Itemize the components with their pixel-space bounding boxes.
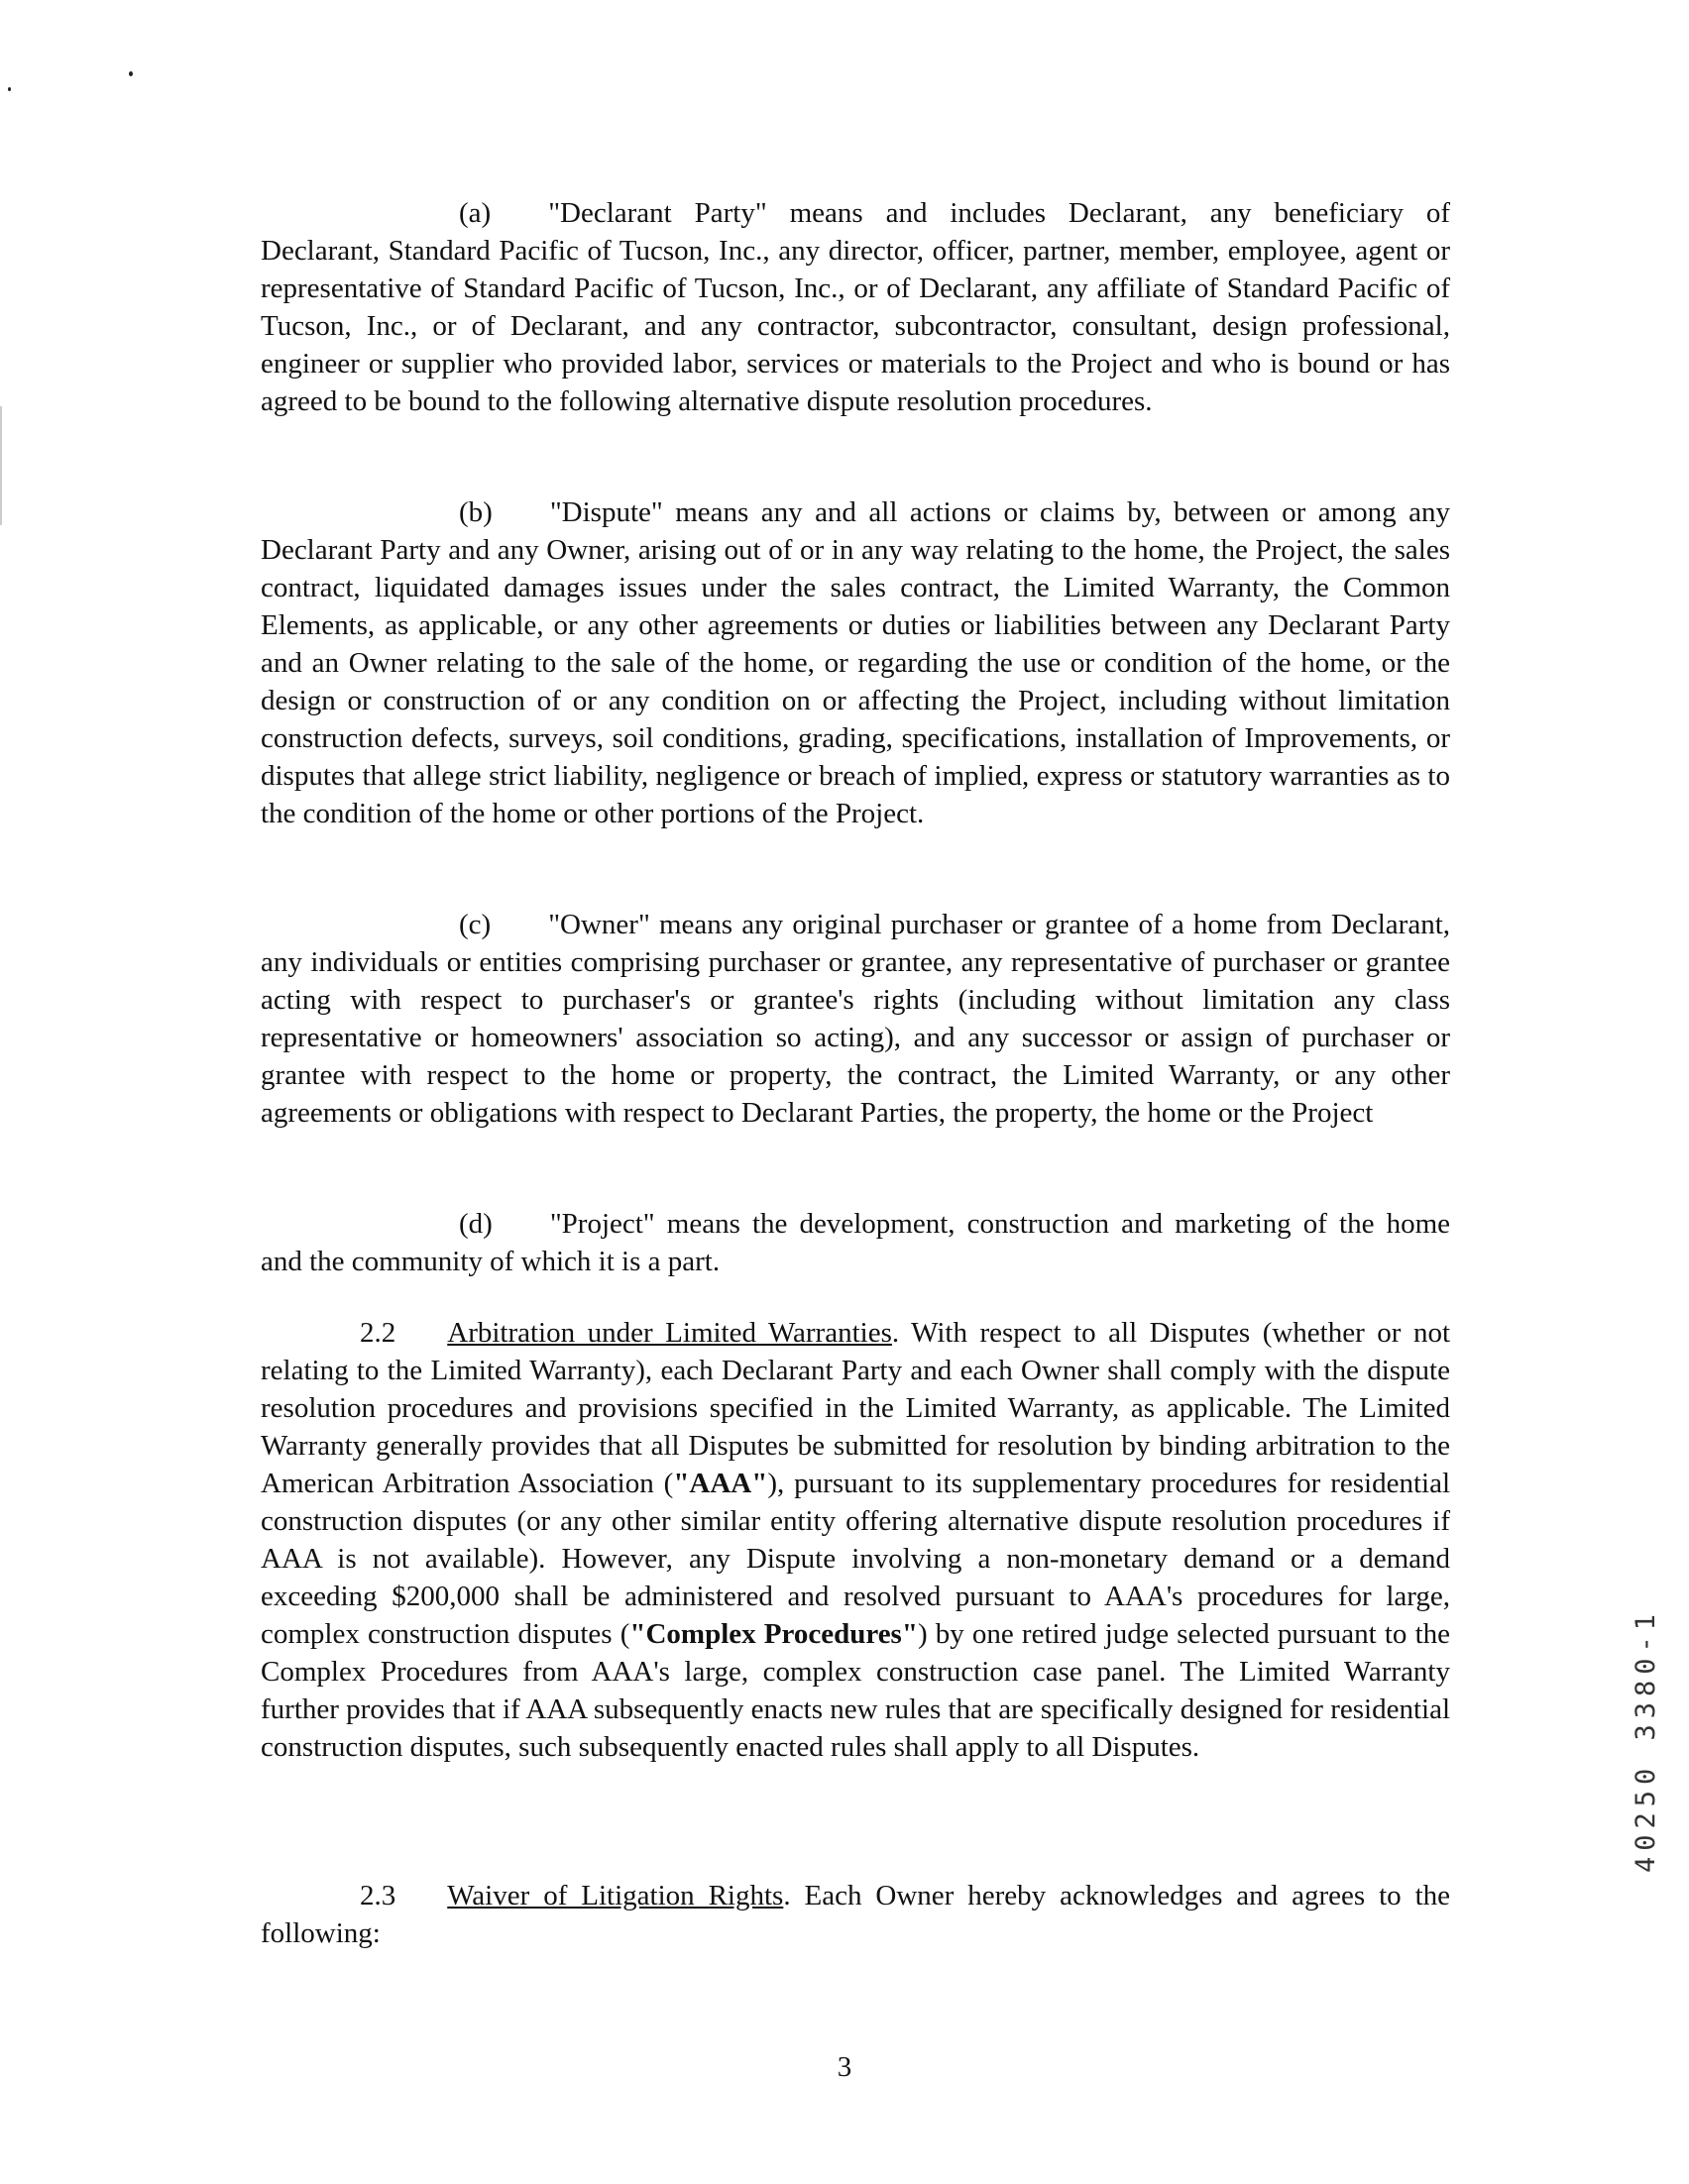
section-text: ), pursuant to its supplementary procedures for residential construction disputes (or any other similar entity offering alternative dispute resolution procedures if AAA is not available). However, any Dispute involving a non-monetary demand or a demand exceeding $200,000 shall be administered and resolved pursuant to AAA's procedures for large, complex construction disputes ( [261, 1468, 1451, 1650]
definition-text: means the development, construction and marketing of the home and the community of which it is a part. [261, 1208, 1450, 1277]
side-stamp [1601, 1585, 1661, 1873]
page-number: 3 [837, 2051, 852, 2083]
definition-label: (d) [459, 1208, 493, 1240]
section-heading: Arbitration under Limited Warranties [447, 1317, 892, 1349]
definition-text: means and includes Declarant, any beneficiary of Declarant, Standard Pacific of Tucson, Inc., any director, officer, partner, member, employee, agent or representative of Standard Pacific of Tucson, Inc., or of Declarant, any affiliate of Standard Pacific of Tucson, Inc., or of Declarant, and any contractor, subcontractor, consultant, design professional, engineer or supplier who provided labor, services or materials to the Project and who is bound or has agreed to be bound to the following alternative dispute resolution procedures. [261, 197, 1451, 417]
definition-dispute [261, 493, 1450, 832]
section-text: ) by one retired judge selected pursuant to the Complex Procedures from AAA's large, complex construction case panel. The Limited Warranty further provides that if AAA subsequently enacts new rules that are specifically designed for residential construction disputes, such subsequently enacted rules shall apply to all Disputes. [261, 1618, 1450, 1763]
side-stamp-text: 40250 3380-1 [1631, 1607, 1661, 1873]
definition-label: (a) [459, 197, 492, 229]
definition-term: "Project" [549, 1208, 655, 1240]
bold-term-complex-procedures: "Complex Procedures" [629, 1618, 918, 1650]
definition-owner [261, 906, 1450, 1132]
scan-edge-mark [0, 406, 2, 525]
section-text: . With respect to all Disputes (whether or not relating to the Limited Warranty), each Declarant Party and each Owner shall comply with the dispute resolution procedures and provisions specified in the Limited Warranty, as applicable. The Limited Warranty generally provides that all Disputes be submitted for resolution by binding arbitration to the American Arbitration Association ( [261, 1317, 1451, 1499]
section-heading: Waiver of Litigation Rights [447, 1880, 784, 1911]
definition-project [261, 1205, 1450, 1280]
definition-term: "Declarant Party" [548, 197, 767, 229]
definition-term: "Owner" [548, 909, 650, 940]
section-number: 2.2 [360, 1317, 396, 1349]
scan-speck [129, 71, 133, 76]
definition-declarant-party [261, 194, 1450, 420]
definition-label: (c) [459, 909, 492, 940]
definition-label: (b) [459, 496, 493, 528]
scan-speck [8, 87, 11, 91]
definition-text: means any original purchaser or grantee of a home from Declarant, any individuals or entities comprising purchaser or grantee, any representative of purchaser or grantee acting with respect to purchaser's or grantee's rights (including without limitation any class representative or homeowners' association so acting), and any successor or assign of purchaser or grantee with respect to the home or property, the contract, the Limited Warranty, or any other agreements or obligations with respect to Declarant Parties, the property, the home or the Project [261, 909, 1451, 1129]
section-2-2 [261, 1314, 1450, 1766]
section-number: 2.3 [360, 1880, 396, 1911]
definition-term: "Dispute" [549, 496, 663, 528]
section-2-3 [261, 1877, 1450, 1952]
bold-term-aaa: "AAA" [673, 1468, 768, 1499]
definition-text: means any and all actions or claims by, between or among any Declarant Party and any Owner, arising out of or in any way relating to the home, the Project, the sales contract, liquidated damages issues under the sales contract, the Limited Warranty, the Common Elements, as applicable, or any other agreements or duties or liabilities between any Declarant Party and an Owner relating to the sale of the home, or regarding the use or condition of the home, or the design or construction of or any condition on or affecting the Project, including without limitation construction defects, surveys, soil conditions, grading, specifications, installation of Improvements, or disputes that allege strict liability, negligence or breach of implied, express or statutory warranties as to the condition of the home or other portions of the Project. [261, 496, 1450, 829]
section-text: . Each Owner hereby acknowledges and agrees to the following: [261, 1880, 1450, 1949]
